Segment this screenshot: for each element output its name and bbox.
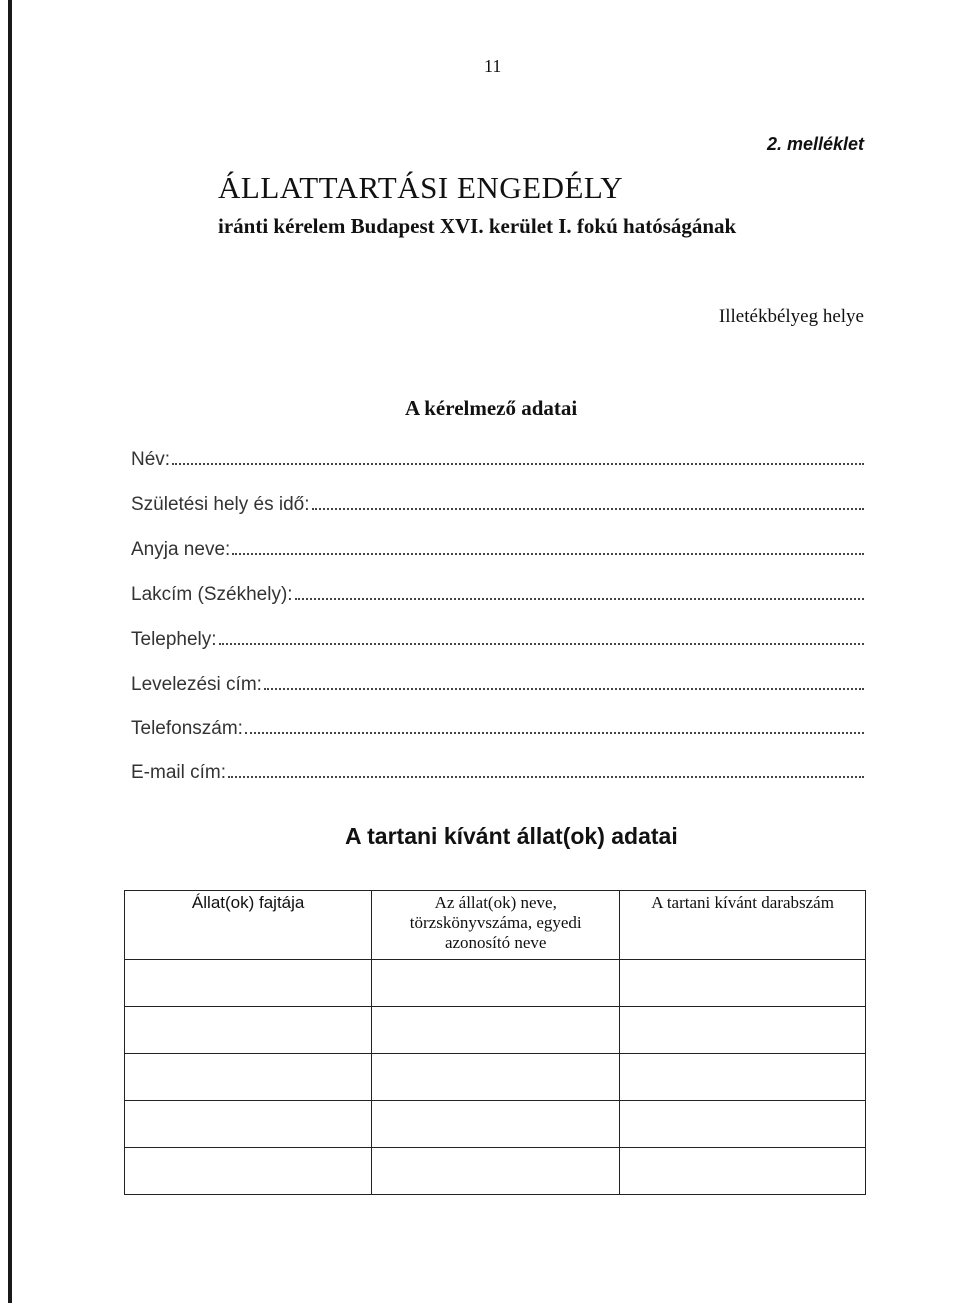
- scan-edge: [8, 0, 12, 1303]
- header-animal-identity: Az állat(ok) neve, törzskönyvszáma, egyedi azonosító neve: [372, 891, 620, 960]
- table-cell[interactable]: [125, 1101, 372, 1148]
- table-cell[interactable]: [372, 1101, 620, 1148]
- table-cell[interactable]: [620, 1007, 866, 1054]
- fill-line[interactable]: [312, 490, 865, 510]
- annex-label: 2. melléklet: [766, 134, 864, 154]
- fill-line[interactable]: [172, 445, 864, 465]
- table-cell[interactable]: [620, 1054, 866, 1101]
- field-address[interactable]: [131, 580, 864, 608]
- header-species: Állat(ok) fajtája: [125, 891, 372, 960]
- fill-line[interactable]: [219, 625, 864, 645]
- table-header-row: [125, 891, 866, 960]
- table-cell[interactable]: [125, 960, 372, 1007]
- fill-line[interactable]: [232, 535, 864, 555]
- fill-line[interactable]: [245, 714, 864, 734]
- table-cell[interactable]: [620, 1148, 866, 1195]
- field-mailing-address[interactable]: [131, 670, 864, 698]
- table-cell[interactable]: [125, 1054, 372, 1101]
- table-cell[interactable]: [372, 1148, 620, 1195]
- page-number: 11: [484, 56, 502, 76]
- document-title: ÁLLATTARTÁSI ENGEDÉLY: [218, 170, 624, 205]
- field-mother-name[interactable]: [131, 535, 864, 563]
- animal-section-heading: A tartani kívánt állat(ok) adatai: [345, 823, 678, 849]
- field-label: Születési hely és idő:: [131, 494, 310, 515]
- animal-table: [124, 890, 866, 1195]
- table-row: [125, 1148, 866, 1195]
- field-birth-place-date[interactable]: [131, 490, 864, 518]
- field-email[interactable]: [131, 758, 864, 786]
- table-cell[interactable]: [372, 1007, 620, 1054]
- applicant-section-heading: A kérelmező adatai: [405, 396, 578, 420]
- field-phone[interactable]: [131, 714, 864, 742]
- field-label: E-mail cím:: [131, 762, 226, 783]
- table-cell[interactable]: [620, 1101, 866, 1148]
- table-row: [125, 1054, 866, 1101]
- table-row: [125, 1007, 866, 1054]
- table-cell[interactable]: [125, 1148, 372, 1195]
- field-label: Levelezési cím:: [131, 674, 262, 695]
- table-row: [125, 1101, 866, 1148]
- fill-line[interactable]: [295, 580, 864, 600]
- field-label: Lakcím (Székhely):: [131, 584, 293, 605]
- table-cell[interactable]: [620, 960, 866, 1007]
- field-label: Telephely:: [131, 629, 217, 650]
- field-label: Név:: [131, 449, 171, 470]
- table-cell[interactable]: [372, 960, 620, 1007]
- fill-line[interactable]: [228, 758, 864, 778]
- field-name[interactable]: [131, 445, 864, 473]
- table-cell[interactable]: [372, 1054, 620, 1101]
- table-row: [125, 960, 866, 1007]
- field-site[interactable]: [131, 625, 864, 653]
- fill-line[interactable]: [264, 670, 864, 690]
- document-subtitle: iránti kérelem Budapest XVI. kerület I. fokú hatóságának: [218, 214, 737, 238]
- header-quantity: A tartani kívánt darabszám: [620, 891, 866, 960]
- field-label: Telefonszám:: [131, 718, 243, 739]
- table-cell[interactable]: [125, 1007, 372, 1054]
- stamp-placeholder-label: Illetékbélyeg helye: [718, 306, 864, 327]
- field-label: Anyja neve:: [131, 539, 231, 560]
